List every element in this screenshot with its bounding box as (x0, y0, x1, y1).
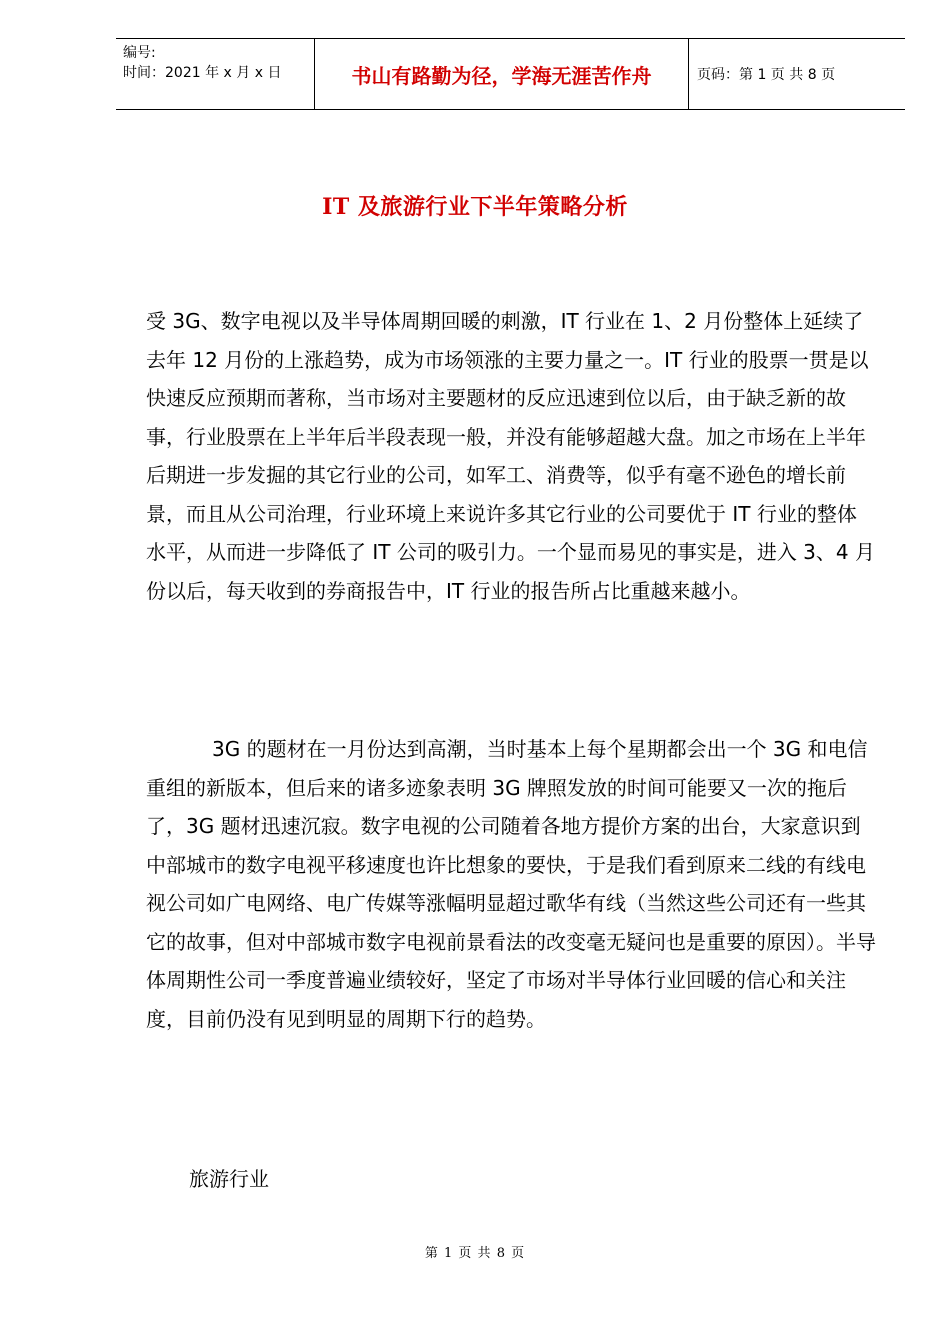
section-heading: 旅游行业 (189, 1167, 269, 1191)
page-header (116, 38, 905, 110)
header-page-label: 页码：第 1 页 共 8 页 (697, 67, 836, 83)
number-label: 编号: (123, 45, 156, 61)
header-meta (116, 39, 315, 109)
document-title: IT 及旅游行业下半年策略分析 (322, 194, 628, 220)
page-footer: 第 1 页 共 8 页 (424, 1246, 526, 1261)
header-motto: 书山有路勤为径，学海无涯苦作舟 (315, 39, 689, 109)
body-paragraph-1: 受 3G、数字电视以及半导体周期回暖的刺激，IT 行业在 1、2 月份整体上延续了去年 12 月份的上涨趋势，成为市场领涨的主要力量之一。IT 行业的股票一贯是以快速反应预期而著称，当市场对主要题材的反应迅速到位以后，由于缺乏新的故事，行业股票在上半年后半段表现一般，并没有能够超越大盘。加之市场在上半年后期进一步发掘的其它行业的公司，如军工、消费等，似乎有毫不逊色的增长前景，而且从公司治理，行业环境上来说许多其它行业的公司要优于 IT 行业的整体水平，从而进一步降低了 IT 公司的吸引力。一个显而易见的事实是，进入 3、4 月份以后，每天收到的券商报告中，IT 行业的报告所占比重越来越小。 (146, 309, 875, 603)
time-label: 时间：2021 年 x 月 x 日 (123, 65, 282, 81)
body-paragraph-2: 3G 的题材在一月份达到高潮，当时基本上每个星期都会出一个 3G 和电信重组的新版本，但后来的诸多迹象表明 3G 牌照发放的时间可能要又一次的拖后了，3G 题材迅速沉寂。数字电视的公司随着各地方提价方案的出台，大家意识到中部城市的数字电视平移速度也许比想象的要快，于是我们看到原来二线的有线电视公司如广电网络、电广传媒等涨幅明显超过歌华有线（当然这些公司还有一些其它的故事，但对中部城市数字电视前景看法的改变毫无疑问也是重要的原因）。半导体周期性公司一季度普遍业绩较好，坚定了市场对半导体行业回暖的信心和关注度，目前仍没有见到明显的周期下行的趋势。 (146, 737, 876, 1031)
